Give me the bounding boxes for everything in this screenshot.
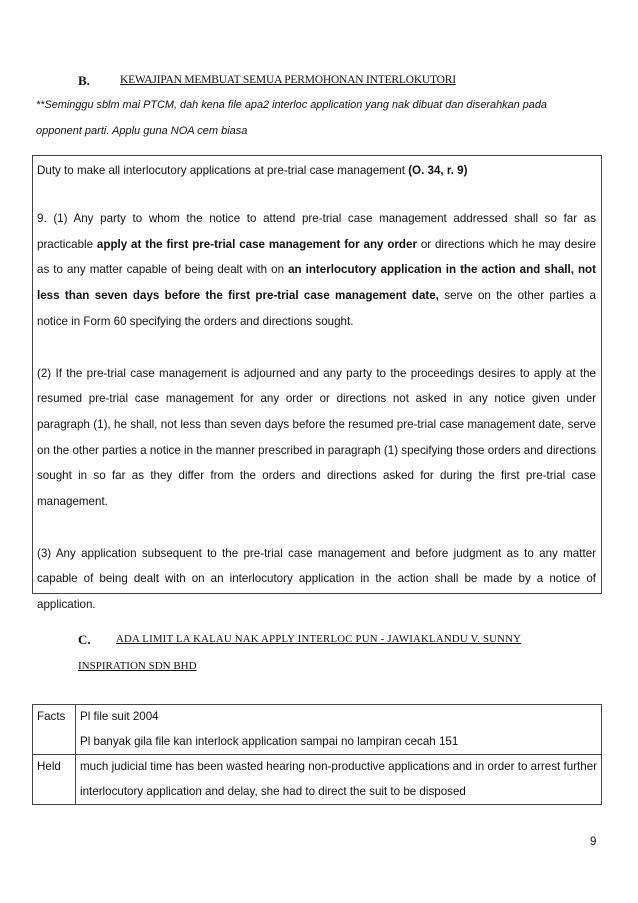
section-c-title-line-1: ADA LIMIT LA KALAU NAK APPLY INTERLOC PUN - JAWIAKLANDU V. SUNNY <box>116 633 522 645</box>
rule-reference: (O. 34, r. 9) <box>408 164 468 177</box>
para1-text-2: or directions which he may desire as to any matter capable of being dealt with on <box>37 237 596 277</box>
held-line-1: much judicial time has been wasted hearing non-productive applications and in order to arrest further interlocutory application and delay, she had to direct the suit to be disposed <box>80 760 597 798</box>
spacer <box>33 515 601 541</box>
rule-paragraph-3: (3) Any application subsequent to the pre-trial case management and before judgment as to any matter capable of being dealt with on an interlocutory application in the action shall be made by a notice of application. <box>37 546 596 612</box>
spacer <box>33 335 601 361</box>
table-row-held <box>33 755 602 805</box>
note-paragraph <box>36 92 604 144</box>
held-label: Held <box>33 755 76 805</box>
note-line-1: **Seminggu sblm mai PTCM, dah kena file apa2 interloc application yang nak dibuat dan diserahkan pada <box>36 99 547 111</box>
facts-label: Facts <box>33 705 76 755</box>
rule-title-text: Duty to make all interlocutory applications at pre-trial case management <box>37 164 409 177</box>
section-b-title: KEWAJIPAN MEMBUAT SEMUA PERMOHONAN INTERLOKUTORI <box>120 74 456 86</box>
rule-paragraph-2: (2) If the pre-trial case management is adjourned and any party to the proceedings desires to apply at the resumed pre-trial case management for any order or directions not asked in any notice given under paragraph (1), he shall, not less than seven days before the resumed pre-trial case management date, serve on the other parties a notice in the manner prescribed in paragraph (1) specifying those orders and directions sought in so far as they differ from the orders and directions asked for during the first pre-trial case management. <box>37 366 596 509</box>
rule-box-title <box>33 158 601 183</box>
rule-box <box>32 155 602 612</box>
section-c-title-line-2: INSPIRATION SDN BHD <box>78 660 197 672</box>
section-c-letter: C. <box>78 632 91 647</box>
section-b-heading <box>78 73 598 91</box>
spacer <box>33 183 601 206</box>
para1-text-3: serve on the other parties a notice in Form 60 specifying the orders and directions sought. <box>37 289 596 328</box>
rule-paragraph-1 <box>33 206 601 335</box>
section-c-heading <box>78 632 602 692</box>
facts-line-1: Pl file suit 2004 <box>80 710 159 723</box>
facts-line-2: Pl banyak gila file kan interlock application sampai no lampiran cecah 151 <box>80 734 459 748</box>
note-line-2: opponent parti. Applu guna NOA cem biasa <box>36 125 248 137</box>
para1-bold-1: apply at the first pre-trial case management for any order <box>96 237 417 251</box>
section-b-letter: B. <box>78 73 90 88</box>
para1-bold-2: an interlocutory application in the action and shall, not less than seven days before the first pre-trial case management date, <box>37 263 596 303</box>
held-content <box>76 755 602 805</box>
case-table <box>32 704 602 805</box>
page-number: 9 <box>590 836 597 848</box>
table-row-facts <box>33 705 602 755</box>
facts-content <box>76 705 602 755</box>
para1-text-1: 9. (1) Any party to whom the notice to attend pre-trial case management addressed shall so far as practicable <box>37 212 596 251</box>
